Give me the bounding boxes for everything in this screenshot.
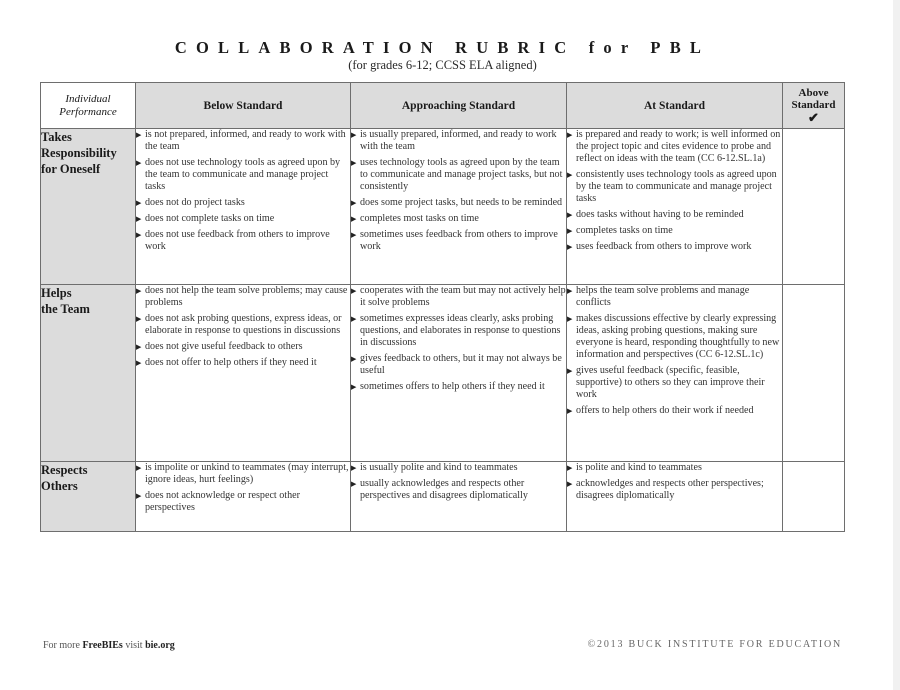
criteria-list <box>351 285 566 393</box>
criteria-list <box>136 129 350 253</box>
criteria-item: ▶ is prepared and ready to work; is well informed on the project topic and cites evidence to probe and reflect on ideas with the team (CC 6-12.SL.1a) <box>567 129 781 164</box>
criteria-list <box>567 129 782 253</box>
criteria-item: ▶ does not use technology tools as agreed upon by the team to communicate and manage project tasks <box>136 157 341 192</box>
column-header-approaching: Approaching Standard <box>351 83 567 129</box>
rubric-row <box>41 285 845 462</box>
criteria-item: ▶ uses technology tools as agreed upon by the team to communicate and manage project tasks, but not consistently <box>351 157 563 192</box>
bullet-triangle-icon: ▶ <box>136 159 142 167</box>
bullet-triangle-icon: ▶ <box>567 287 573 295</box>
copyright: ©2013 BUCK INSTITUTE FOR EDUCATION <box>587 639 842 650</box>
cell-approaching <box>351 129 567 285</box>
corner-header-line1: Individual <box>65 92 111 105</box>
bullet-triangle-icon: ▶ <box>351 287 357 295</box>
bullet-triangle-icon: ▶ <box>351 383 357 391</box>
column-header-at: At Standard <box>567 83 783 129</box>
footer-promo: For more FreeBIEs visit bie.org <box>43 640 175 651</box>
criteria-item: ▶ consistently uses technology tools as agreed upon by the team to communicate and manage project tasks <box>567 169 777 204</box>
criteria-list <box>136 462 350 514</box>
criteria-item: ▶ does not help the team solve problems; may cause problems <box>136 285 348 308</box>
criteria-item: ▶ gives useful feedback (specific, feasible, supportive) to others so they can improve their work <box>567 365 765 400</box>
bullet-triangle-icon: ▶ <box>567 171 573 179</box>
criteria-item: ▶ is polite and kind to teammates <box>567 462 702 473</box>
criteria-item: ▶ is usually prepared, informed, and ready to work with the team <box>351 129 557 152</box>
criteria-item: ▶ uses feedback from others to improve work <box>567 241 752 252</box>
bullet-triangle-icon: ▶ <box>567 367 573 375</box>
bullet-triangle-icon: ▶ <box>351 215 357 223</box>
criteria-item: ▶ is impolite or unkind to teammates (may interrupt, ignore ideas, hurt feelings) <box>136 462 349 485</box>
criteria-list <box>351 129 566 253</box>
bullet-triangle-icon: ▶ <box>136 359 142 367</box>
bullet-triangle-icon: ▶ <box>136 287 142 295</box>
rubric-row <box>41 129 845 285</box>
cell-at <box>567 462 783 532</box>
criteria-list <box>136 285 350 369</box>
criteria-item: ▶ makes discussions effective by clearly expressing ideas, asking probing questions, making sure everyone is heard, responding thoughtfully to new information and perspectives (CC 6-12.SL.1c) <box>567 313 780 360</box>
criteria-item: ▶ gives feedback to others, but it may not always be useful <box>351 353 562 376</box>
bullet-triangle-icon: ▶ <box>136 215 142 223</box>
criteria-item: ▶ does not acknowledge or respect other perspectives <box>136 490 300 513</box>
bullet-triangle-icon: ▶ <box>351 131 357 139</box>
corner-header <box>41 83 136 129</box>
criteria-item: ▶ does not offer to help others if they need it <box>136 357 317 368</box>
cell-at <box>567 285 783 462</box>
criteria-item: ▶ completes most tasks on time <box>351 213 479 224</box>
bullet-triangle-icon: ▶ <box>351 159 357 167</box>
criteria-item: ▶ offers to help others do their work if needed <box>567 405 754 416</box>
bullet-triangle-icon: ▶ <box>136 315 142 323</box>
bullet-triangle-icon: ▶ <box>567 480 573 488</box>
bullet-triangle-icon: ▶ <box>351 355 357 363</box>
cell-approaching <box>351 462 567 532</box>
cell-at <box>567 129 783 285</box>
criteria-item: ▶ helps the team solve problems and manage conflicts <box>567 285 750 308</box>
cell-approaching <box>351 285 567 462</box>
cell-below <box>136 285 351 462</box>
row-header: Respects Others <box>41 462 136 532</box>
column-header-above: Above Standard ✔ <box>783 83 845 129</box>
document-title: COLLABORATION RUBRIC for PBL <box>174 38 711 57</box>
criteria-item: ▶ cooperates with the team but may not actively help it solve problems <box>351 285 566 308</box>
criteria-item: ▶ is not prepared, informed, and ready to work with the team <box>136 129 346 152</box>
bullet-triangle-icon: ▶ <box>351 315 357 323</box>
rubric-row <box>41 462 845 532</box>
criteria-list <box>567 285 782 417</box>
corner-header-line2: Performance <box>59 105 117 118</box>
rubric-table <box>40 82 845 532</box>
bullet-triangle-icon: ▶ <box>567 464 573 472</box>
criteria-item: ▶ does not use feedback from others to improve work <box>136 229 330 252</box>
bullet-triangle-icon: ▶ <box>567 243 573 251</box>
bullet-triangle-icon: ▶ <box>351 480 357 488</box>
header-row <box>41 83 845 129</box>
criteria-item: ▶ does some project tasks, but needs to be reminded <box>351 197 563 208</box>
bullet-triangle-icon: ▶ <box>567 315 573 323</box>
bullet-triangle-icon: ▶ <box>136 131 142 139</box>
criteria-item: ▶ sometimes offers to help others if they need it <box>351 381 545 392</box>
page-edge <box>893 0 900 690</box>
criteria-item: ▶ is usually polite and kind to teammates <box>351 462 518 473</box>
bie-link[interactable]: bie.org <box>145 640 175 651</box>
criteria-list <box>567 462 782 502</box>
bullet-triangle-icon: ▶ <box>136 231 142 239</box>
row-header: Takes Responsibility for Oneself <box>41 129 136 285</box>
checkmark-icon: ✔ <box>808 110 819 125</box>
criteria-item: ▶ does not ask probing questions, express ideas, or elaborate in response to questions in discussions <box>136 313 342 336</box>
cell-above <box>783 285 845 462</box>
freebies-text: FreeBIEs <box>82 640 123 651</box>
row-header: Helps the Team <box>41 285 136 462</box>
criteria-list <box>351 462 566 502</box>
bullet-triangle-icon: ▶ <box>567 407 573 415</box>
bullet-triangle-icon: ▶ <box>136 199 142 207</box>
bullet-triangle-icon: ▶ <box>351 231 357 239</box>
criteria-item: ▶ does not do project tasks <box>136 197 245 208</box>
criteria-item: ▶ does not give useful feedback to others <box>136 341 303 352</box>
bullet-triangle-icon: ▶ <box>136 464 142 472</box>
criteria-item: ▶ does not complete tasks on time <box>136 213 275 224</box>
bullet-triangle-icon: ▶ <box>136 343 142 351</box>
bullet-triangle-icon: ▶ <box>351 199 357 207</box>
bullet-triangle-icon: ▶ <box>351 464 357 472</box>
document-subtitle: (for grades 6-12; CCSS ELA aligned) <box>348 58 537 72</box>
bullet-triangle-icon: ▶ <box>567 211 573 219</box>
cell-above <box>783 462 845 532</box>
criteria-item: ▶ does tasks without having to be reminded <box>567 209 744 220</box>
cell-below <box>136 129 351 285</box>
criteria-item: ▶ usually acknowledges and respects other perspectives and disagrees diplomatically <box>351 478 528 501</box>
cell-above <box>783 129 845 285</box>
column-header-below: Below Standard <box>136 83 351 129</box>
criteria-item: ▶ acknowledges and respects other perspectives; disagrees diplomatically <box>567 478 764 501</box>
criteria-item: ▶ sometimes uses feedback from others to improve work <box>351 229 558 252</box>
criteria-item: ▶ sometimes expresses ideas clearly, asks probing questions, and elaborates in response to questions in discussions <box>351 313 561 348</box>
bullet-triangle-icon: ▶ <box>567 227 573 235</box>
criteria-item: ▶ completes tasks on time <box>567 225 673 236</box>
bullet-triangle-icon: ▶ <box>136 492 142 500</box>
bullet-triangle-icon: ▶ <box>567 131 573 139</box>
cell-below <box>136 462 351 532</box>
